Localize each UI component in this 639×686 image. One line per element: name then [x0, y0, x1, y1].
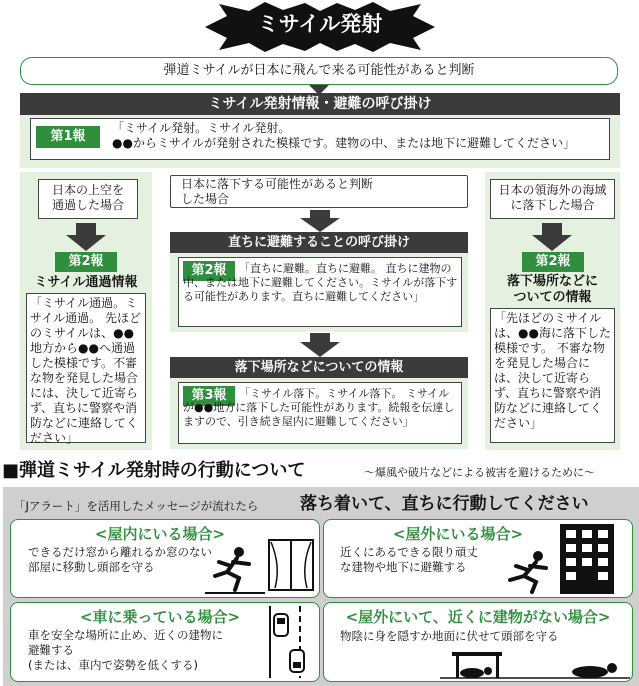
situation-outdoor-text: 近くにあるできる限り頑丈 な建物や地下に避難する: [340, 545, 478, 574]
situation-open-area-title: <屋外にいて、近くに建物がない場合>: [333, 606, 623, 627]
arrow-down-icon: [300, 210, 340, 232]
center-followup-message: 「ミサイル落下。ミサイル落下。 ミサイルが●●地方に落下した可能性があります。続報を伝達しますので、引き続き屋内に避難してください」: [183, 387, 455, 428]
alert-note: 「Jアラート」を活用したメッセージが流れたら: [14, 499, 259, 513]
arrow-down-icon: [300, 333, 340, 357]
center-badge: 第2報: [183, 261, 235, 281]
situation-indoor-title: <屋内にいる場合>: [60, 523, 260, 544]
header-title: ミサイル発射: [257, 12, 383, 36]
center-followup-badge: 第3報: [183, 386, 235, 406]
left-message: 「ミサイル通過。ミサイル通過。 先ほどのミサイルは、●●地方から●●へ通過した模様です。不審な物を発見した場合には、決して近寄らず、直ちに警察や消防などに連絡してください」: [26, 293, 146, 443]
judgment-text: 弾道ミサイルが日本に飛んで来る可能性があると判断: [163, 63, 475, 78]
right-badge: 第2報: [522, 252, 584, 272]
situation-open-area-text: 物陰に身を隠すか地面に伏せて頭部を守る: [340, 629, 559, 643]
left-condition: 日本の上空を 通過した場合: [38, 179, 138, 219]
arrow-down-icon: [532, 223, 572, 251]
right-message: 「先ほどのミサイルは、●●海に落下した模様です。 不審な物を発見した場合には、決して近寄らず、直ちに警察や消防などに連絡してください」: [490, 308, 615, 443]
situation-indoor-text: できるだけ窓から離れるか窓のない 部屋に移動し頭部を守る: [28, 545, 212, 574]
situation-outdoor-title: <屋外にいる場合>: [368, 523, 548, 544]
person-lying-icon: [440, 648, 630, 680]
first-badge: 第1報: [36, 126, 100, 148]
actions-heading: ■弾道ミサイル発射時の行動について: [2, 460, 306, 481]
right-title: 落下場所などに ついての情報: [506, 274, 598, 305]
arrow-down-icon: [66, 223, 106, 251]
first-section-title: ミサイル発射情報・避難の呼び掛け: [20, 93, 620, 115]
slogan: 落ち着いて、直ちに行動してください: [300, 494, 589, 514]
person-window-icon: [205, 538, 317, 596]
car-road-icon: [262, 604, 316, 680]
center-condition: 日本に落下する可能性があると判断 した場合: [170, 175, 468, 208]
center-followup-title: 落下場所などについての情報: [170, 357, 468, 378]
actions-subheading: ～爆風や破片などによる被害を避けるために～: [364, 466, 595, 479]
judgment-box: [20, 57, 618, 85]
center-title: 直ちに避難することの呼び掛け: [170, 232, 468, 253]
person-building-icon: [500, 522, 630, 596]
left-badge: 第2報: [55, 252, 117, 272]
center-message: 「直ちに避難。直ちに避難。 直ちに建物の中、または地下に避難してください。ミサイルが落下する可能性があります。直ちに避難してください」: [183, 262, 458, 303]
right-condition: 日本の領海外の海域 に落下した場合: [490, 179, 615, 219]
situation-car-text: 車を安全な場所に止め、近くの建物に 避難する (または、車内で姿勢を低くする): [28, 628, 224, 672]
left-title: ミサイル通過情報: [34, 275, 138, 290]
first-message: 「ミサイル発射。ミサイル発射。 ●●からミサイルが発射された模様です。建物の中、または地下に避難してください」: [112, 121, 576, 150]
situation-car-title: <車に乗っている場合>: [60, 606, 260, 627]
